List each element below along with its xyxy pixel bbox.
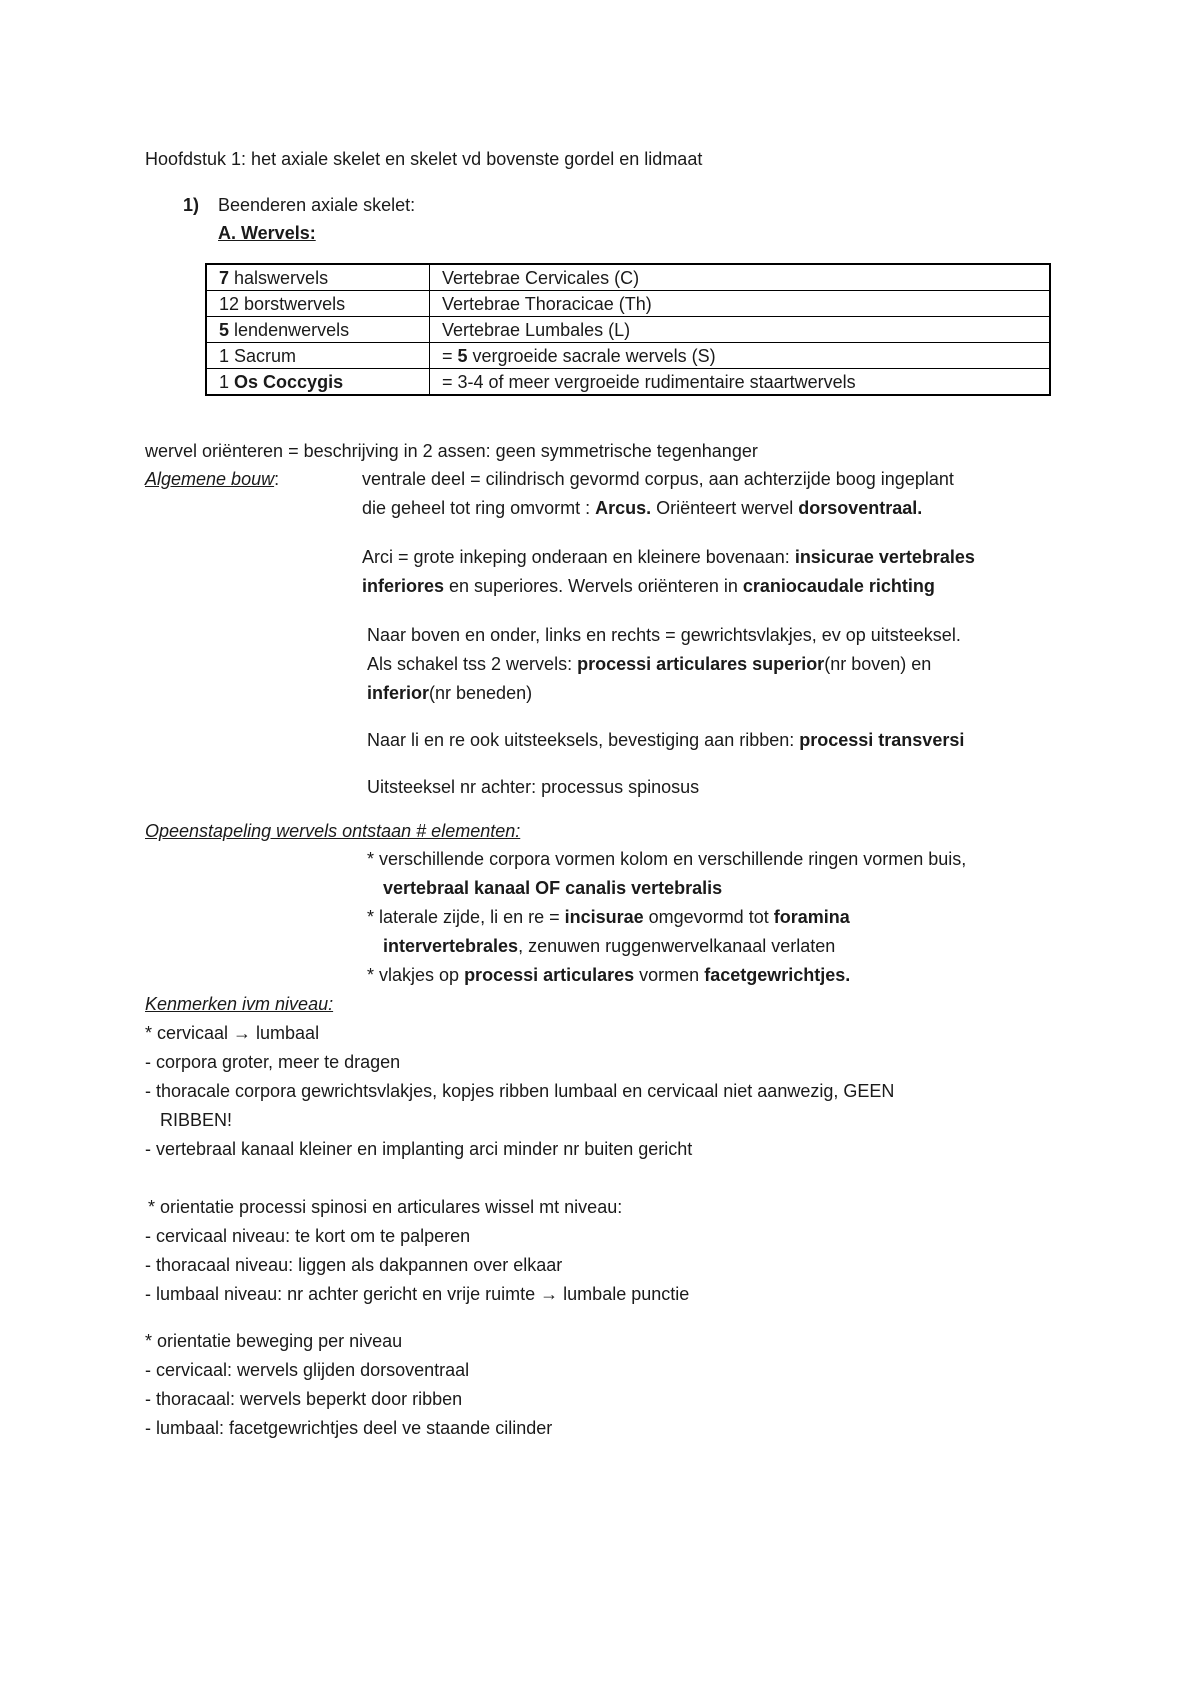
table-cell: 1 Os Coccygis bbox=[206, 369, 430, 396]
document-title: Hoofdstuk 1: het axiale skelet en skelet vd bovenste gordel en lidmaat bbox=[145, 149, 703, 169]
bouw-line: inferior(nr beneden) bbox=[367, 683, 533, 703]
bouw-line: Arci = grote inkeping onderaan en kleinere bovenaan: insicurae vertebrales bbox=[362, 547, 975, 567]
table-cell: Vertebrae Thoracicae (Th) bbox=[430, 291, 1051, 317]
table-cell: Vertebrae Lumbales (L) bbox=[430, 317, 1051, 343]
kenmerken-line: * orientatie beweging per niveau bbox=[145, 1331, 403, 1351]
bouw-line: Uitsteeksel nr achter: processus spinosus bbox=[367, 777, 700, 797]
table-row bbox=[206, 369, 1050, 396]
subsection-heading: A. Wervels: bbox=[218, 223, 316, 243]
table-cell: Vertebrae Cervicales (C) bbox=[430, 264, 1051, 291]
table-row bbox=[206, 291, 1050, 317]
opeen-line: vertebraal kanaal OF canalis vertebralis bbox=[383, 878, 723, 898]
table-row bbox=[206, 343, 1050, 369]
kenmerken-line: - corpora groter, meer te dragen bbox=[145, 1052, 401, 1072]
opeen-line: * vlakjes op processi articulares vormen facetgewrichtjes. bbox=[367, 965, 851, 985]
opeen-line: * verschillende corpora vormen kolom en verschillende ringen vormen buis, bbox=[367, 849, 967, 869]
kenmerken-line: * cervicaal → lumbaal bbox=[145, 1023, 320, 1043]
table-row bbox=[206, 264, 1050, 291]
bouw-line: ventrale deel = cilindrisch gevormd corpus, aan achterzijde boog ingeplant bbox=[362, 469, 954, 489]
kenmerken-line: - cervicaal: wervels glijden dorsoventraal bbox=[145, 1360, 470, 1380]
table-row bbox=[206, 317, 1050, 343]
section-number: 1) bbox=[183, 195, 200, 215]
opeen-line: * laterale zijde, li en re = incisurae omgevormd tot foramina bbox=[367, 907, 850, 927]
kenmerken-line: - cervicaal niveau: te kort om te palperen bbox=[145, 1226, 471, 1246]
bouw-line: inferiores en superiores. Wervels oriënteren in craniocaudale richting bbox=[362, 576, 935, 596]
kenmerken-line: * orientatie processi spinosi en articulares wissel mt niveau: bbox=[148, 1197, 623, 1217]
kenmerken-heading: Kenmerken ivm niveau: bbox=[145, 994, 334, 1014]
paragraph: wervel oriënteren = beschrijving in 2 assen: geen symmetrische tegenhanger bbox=[145, 441, 758, 461]
table-cell: 12 borstwervels bbox=[206, 291, 430, 317]
section-heading: Beenderen axiale skelet: bbox=[218, 195, 416, 215]
table-cell: 5 lendenwervels bbox=[206, 317, 430, 343]
kenmerken-line: - thoracale corpora gewrichtsvlakjes, kopjes ribben lumbaal en cervicaal niet aanwezig, GEEN bbox=[145, 1081, 895, 1101]
bouw-line: Naar boven en onder, links en rechts = gewrichtsvlakjes, ev op uitsteeksel. bbox=[367, 625, 961, 645]
opeen-heading: Opeenstapeling wervels ontstaan # elementen: bbox=[145, 821, 521, 841]
kenmerken-line: - lumbaal: facetgewrichtjes deel ve staande cilinder bbox=[145, 1418, 553, 1438]
bouw-line: Naar li en re ook uitsteeksels, bevestiging aan ribben: processi transversi bbox=[367, 730, 965, 750]
kenmerken-line: - lumbaal niveau: nr achter gericht en vrije ruimte → lumbale punctie bbox=[145, 1284, 690, 1304]
vertebrae-table bbox=[205, 263, 1051, 396]
table-cell: 7 halswervels bbox=[206, 264, 430, 291]
bouw-line: die geheel tot ring omvormt : Arcus. Oriënteert wervel dorsoventraal. bbox=[362, 498, 923, 518]
opeen-line: intervertebrales, zenuwen ruggenwervelkanaal verlaten bbox=[383, 936, 836, 956]
kenmerken-line: - thoracaal niveau: liggen als dakpannen over elkaar bbox=[145, 1255, 563, 1275]
kenmerken-line: RIBBEN! bbox=[160, 1110, 233, 1130]
bouw-label-line: Algemene bouw: bbox=[145, 469, 280, 489]
table-cell: 1 Sacrum bbox=[206, 343, 430, 369]
bouw-line: Als schakel tss 2 wervels: processi articulares superior(nr boven) en bbox=[367, 654, 932, 674]
table-cell: = 3-4 of meer vergroeide rudimentaire staartwervels bbox=[430, 369, 1051, 396]
table-cell: = 5 vergroeide sacrale wervels (S) bbox=[430, 343, 1051, 369]
kenmerken-line: - thoracaal: wervels beperkt door ribben bbox=[145, 1389, 463, 1409]
kenmerken-line: - vertebraal kanaal kleiner en implanting arci minder nr buiten gericht bbox=[145, 1139, 693, 1159]
